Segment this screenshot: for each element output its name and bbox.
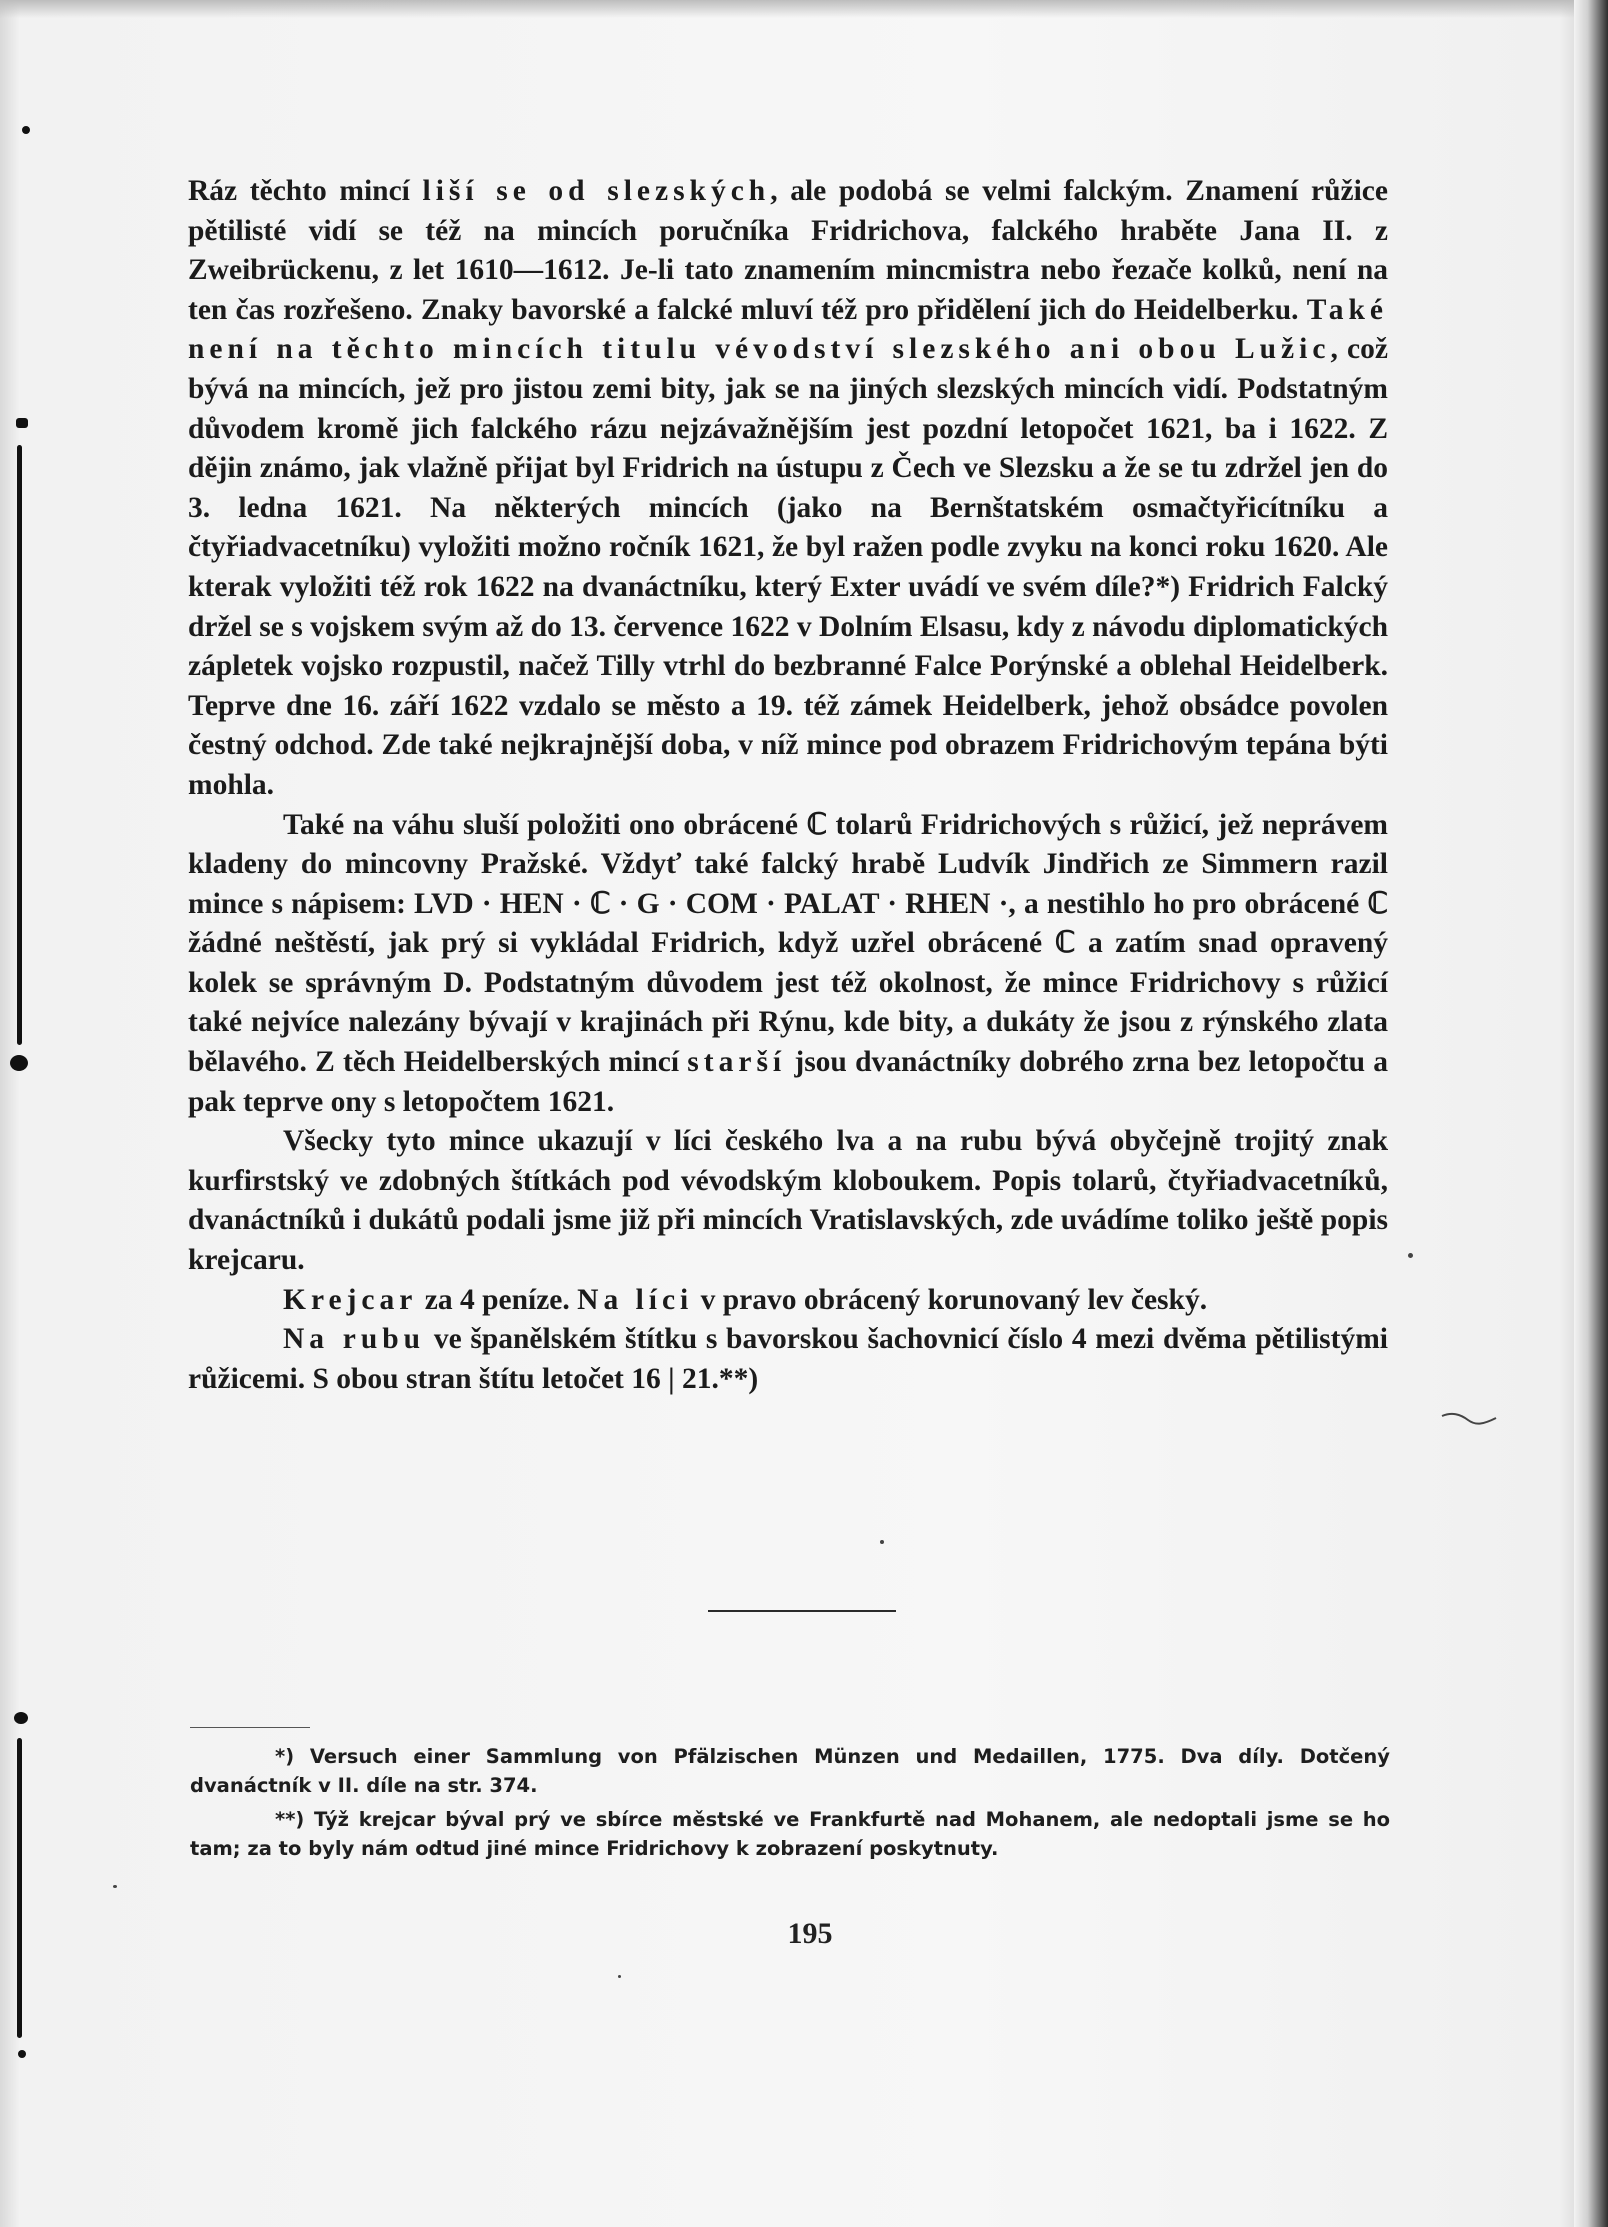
emphasized-text: starší [687, 1046, 787, 1079]
text-run: v pravo obrácený korunovaný lev český. [693, 1283, 1208, 1316]
binding-mark [17, 1738, 22, 2038]
text-run: Ráz těchto mincí [188, 175, 423, 207]
text-run: Také na váhu sluší položiti ono obrácené ℂ tolarů Fridrichových s růžicí, jež neprávem kladeny do mincovny Pražské. Vždyť také falcký hrabě Ludvík Jindřich ze Simmern razil mince s nápisem: LVD · HEN · ℂ · G · COM · PALAT · RHEN ·, a nestihlo ho pro obrácené ℂ žádné neštěstí, jak prý si vykládal Fridrich, když uzřel obrácené ℂ a zatím snad opravený kolek se správným D. Podstatným důvodem jest též okolnost, že mince Fridrichovy s růžicí také nejvíce nalezány bývají v krajinách při Rýnu, kde bity, a dukáty že jsou z rýnského zlata bělavého. Z těch Heidelberských mincí [188, 808, 1388, 1079]
emphasized-text: Také není na těchto mincích titulu vévodství slezského ani obou Lužic [188, 293, 1388, 366]
page-number: 195 [787, 1917, 833, 1950]
binding-mark [18, 2050, 26, 2058]
speck [113, 1885, 117, 1888]
body-text [188, 172, 1388, 1399]
squiggle-mark [1440, 1410, 1500, 1426]
footnote: **) Týž krejcar býval prý ve sbírce městské ve Frankfurtě nad Mohanem, ale nedoptali jsme se ho tam; za to byly nám odtud jiné mince Fridrichovy k zobrazení poskytnuty. [190, 1808, 1390, 1860]
text-run: jsou dvanáctníky dobrého zrna bez letopočtu a pak teprve ony s letopočtem 1621. [188, 1046, 1389, 1118]
emphasized-text: Krejcar [283, 1283, 418, 1316]
body-paragraph [188, 172, 1388, 806]
speck [880, 1540, 884, 1544]
footnotes [190, 1742, 1390, 1868]
binding-mark [10, 1055, 28, 1071]
text-run: , což bývá na mincích, jež pro jistou zemi bity, jak se na jiných slezských mincích vidí. Podstatným důvodem kromě jich falckého rázu nejzávažnějším jest pozdní letopočet 1621, ba i 1622. Z dějin známo, jak vlažně přijat byl Fridrich na ústupu z Čech ve Slezsku a že se tu zdržel jen do 3. ledna 1621. Na některých mincích (jako na Bernštatském osmačtyřicítníku a čtyřiadvacetníku) vyložiti možno ročník 1621, že byl ražen podle zvyku na konci roku 1620. Ale kterak vyložiti též rok 1622 na dvanáctníku, který Exter uvádí ve svém díle?*) Fridrich Falcký držel se s vojskem svým až do 13. července 1622 v Dolním Elsasu, kdy z návodu diplomatických zápletek vojsko rozpustil, načež Tilly vtrhl do bezbranné Falce Porýnské a oblehal Heidelberk. Teprve dne 16. září 1622 vzdalo se město a 19. též zámek Heidelberk, jehož obsádce povolen čestný odchod. Zde také nejkrajnější doba, v níž mince pod obrazem Fridrichovým tepána býti mohla. [188, 333, 1388, 801]
speck [1408, 1253, 1413, 1258]
body-paragraph [188, 1281, 1388, 1321]
body-paragraph [188, 1122, 1388, 1280]
text-run: ve španělském štítku s bavorskou šachovnicí číslo 4 mezi dvěma pětilistými růžicemi. S obou stran štítu letočet 16 | 21.**) [188, 1323, 1388, 1395]
body-paragraph [188, 1320, 1388, 1399]
speck [618, 1975, 621, 1978]
page-top-shadow [0, 0, 1608, 18]
body-paragraph [188, 806, 1388, 1123]
emphasized-text: Na líci [577, 1283, 694, 1316]
binding-mark [17, 445, 22, 1045]
binding-mark [22, 126, 30, 134]
page-right-edge [1574, 0, 1608, 2227]
emphasized-text: liší se od slezských [422, 175, 771, 207]
text-run: , ale podobá se velmi falckým. Znamení růžice pětilisté vidí se též na mincích poručníka Fridrichova, falckého hraběte Jana II. z Zweibrückenu, z let 1610—1612. Je-li tato znamením mincmistra nebo řezače kolků, není na ten čas rozřešeno. Znaky bavorské a falcké mluví též pro přidělení jich do Heidelberku. [188, 175, 1388, 326]
text-run: Všecky tyto mince ukazují v líci českého lva a na rubu bývá obyčejně trojitý znak kurfirstský ve zdobných štítkách pod vévodským kloboukem. Popis tolarů, čtyřiadvacetníků, dvanáctníků i dukátů podali jsme již při mincích Vratislavských, zde uvádíme toliko ještě popis krejcaru. [188, 1125, 1388, 1277]
emphasized-text: Na rubu [283, 1323, 426, 1356]
footnote-rule [190, 1727, 310, 1728]
binding-mark [16, 418, 28, 428]
text-run: za 4 peníze. [417, 1283, 578, 1316]
section-rule [708, 1610, 896, 1612]
binding-mark [14, 1712, 28, 1724]
footnote: *) Versuch einer Sammlung von Pfälzischen Münzen und Medaillen, 1775. Dva díly. Dotčený dvanáctník v II. díle na str. 374. [190, 1745, 1390, 1797]
